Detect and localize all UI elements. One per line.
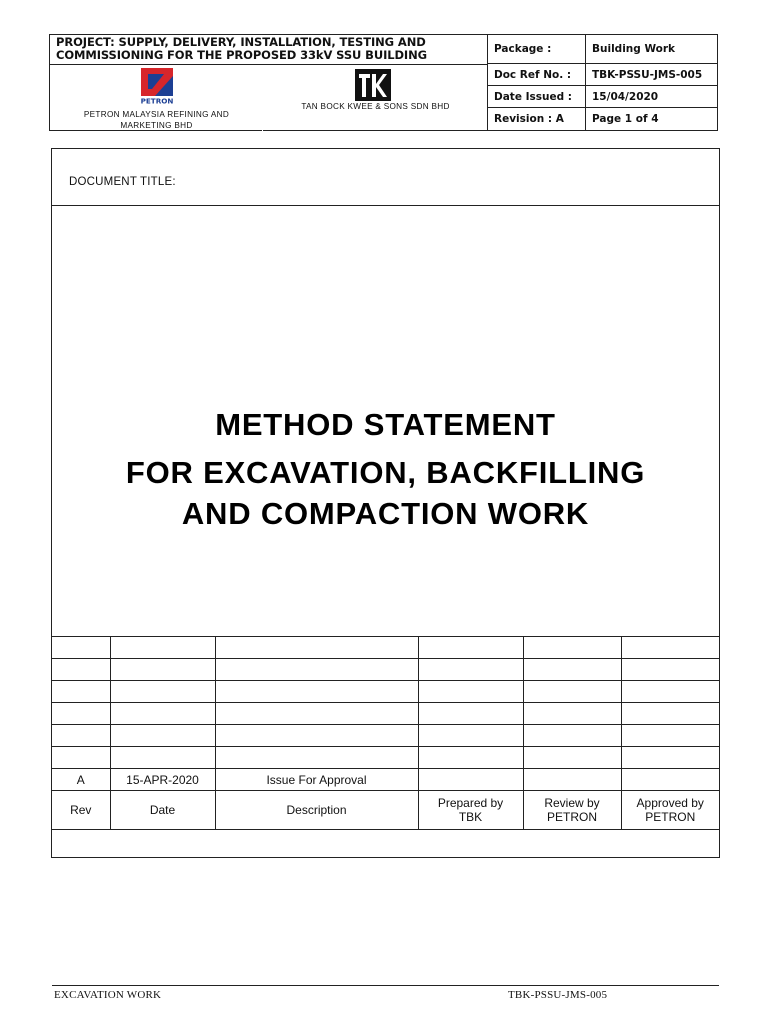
meta-value: Page 1 of 4 [592,113,659,125]
cell-approved-by [621,659,719,681]
cell-review-by [523,659,621,681]
meta-row-date [488,86,718,108]
cell-rev [52,725,110,747]
cell-review-by [523,637,621,659]
client-block [50,65,263,131]
main-title-line1: METHOD STATEMENT [215,407,556,442]
cell-rev [52,703,110,725]
revision-table-header [52,791,719,830]
cell-date [110,681,215,703]
table-row [52,637,719,659]
cell-rev [52,637,110,659]
cell-review-by [523,725,621,747]
cell-prepared-by [418,769,523,791]
document-header [49,34,718,131]
cell-description [215,659,418,681]
blank-row [52,829,719,857]
cell-date [110,747,215,769]
table-row [52,747,719,769]
main-title-line3: AND COMPACTION WORK [181,496,590,531]
project-title [50,35,488,65]
contractor-block [263,65,488,131]
tbk-logo [354,68,392,102]
meta-key: Package : [488,35,586,63]
cell-date [110,659,215,681]
meta-row-revision [488,108,718,130]
cell-description [215,681,418,703]
contractor-name: TAN BOCK KWEE & SONS SDN BHD [301,102,450,111]
meta-key: Doc Ref No. : [488,64,586,85]
cell-prepared-by [418,703,523,725]
table-row [52,659,719,681]
project-title-line2: COMMISSIONING FOR THE PROPOSED 33kV SSU BUILDING [56,48,427,62]
footer-right: TBK-PSSU-JMS-005 [508,989,608,1001]
table-row [52,725,719,747]
header-description: Description [215,791,418,830]
cell-rev [52,659,110,681]
revision-table [52,636,719,830]
header-approved-by-l1: Approved by [636,796,704,810]
header-rev: Rev [52,791,110,830]
cell-review-by [523,747,621,769]
cell-approved-by [621,725,719,747]
cell-rev: A [52,769,110,791]
cell-prepared-by [418,637,523,659]
document-meta [488,35,718,130]
main-title-line2: FOR EXCAVATION, BACKFILLING [125,455,646,490]
petron-logo-text: PETRON [140,96,174,105]
meta-value: Building Work [592,43,676,55]
cell-rev [52,747,110,769]
cell-approved-by [621,747,719,769]
meta-row-package [488,35,718,64]
cover-frame [51,148,720,858]
cell-prepared-by [418,725,523,747]
header-prepared-by [418,791,523,830]
header-approved-by-l2: PETRON [645,810,696,824]
header-prepared-by-l1: Prepared by [437,796,504,810]
project-title-line1: PROJECT: SUPPLY, DELIVERY, INSTALLATION, TESTING AND [56,35,426,49]
cell-review-by [523,681,621,703]
client-name-line2: MARKETING BHD [120,121,193,130]
client-name-line1: PETRON MALAYSIA REFINING AND [83,110,230,119]
cell-date [110,703,215,725]
cell-prepared-by [418,681,523,703]
client-name [50,109,263,131]
cell-approved-by [621,769,719,791]
cell-review-by [523,769,621,791]
document-title-label: DOCUMENT TITLE: [69,176,176,188]
cell-description [215,703,418,725]
cell-date [110,725,215,747]
table-row [52,703,719,725]
cell-prepared-by [418,659,523,681]
table-row [52,681,719,703]
petron-logo [138,67,176,105]
meta-value: 15/04/2020 [592,90,659,103]
cell-approved-by [621,637,719,659]
meta-value: TBK-PSSU-JMS-005 [592,68,703,81]
cell-approved-by [621,681,719,703]
cell-date: 15-APR-2020 [110,769,215,791]
meta-row-docref [488,64,718,86]
header-review-by [523,791,621,830]
header-review-by-l1: Review by [544,796,600,810]
footer-left: EXCAVATION WORK [54,989,162,1001]
cell-rev [52,681,110,703]
document-title-bar [52,149,719,206]
cell-description [215,725,418,747]
header-prepared-by-l2: TBK [458,810,483,824]
cell-description: Issue For Approval [215,769,418,791]
header-review-by-l2: PETRON [546,810,597,824]
header-date: Date [110,791,215,830]
main-title [52,406,719,534]
header-approved-by [621,791,719,830]
cell-date [110,637,215,659]
cell-review-by [523,703,621,725]
table-row [52,769,719,791]
meta-key: Date Issued : [488,86,586,107]
meta-key: Revision : A [488,108,586,130]
cell-description [215,637,418,659]
cell-approved-by [621,703,719,725]
page-footer [52,985,719,1001]
cell-prepared-by [418,747,523,769]
cell-description [215,747,418,769]
